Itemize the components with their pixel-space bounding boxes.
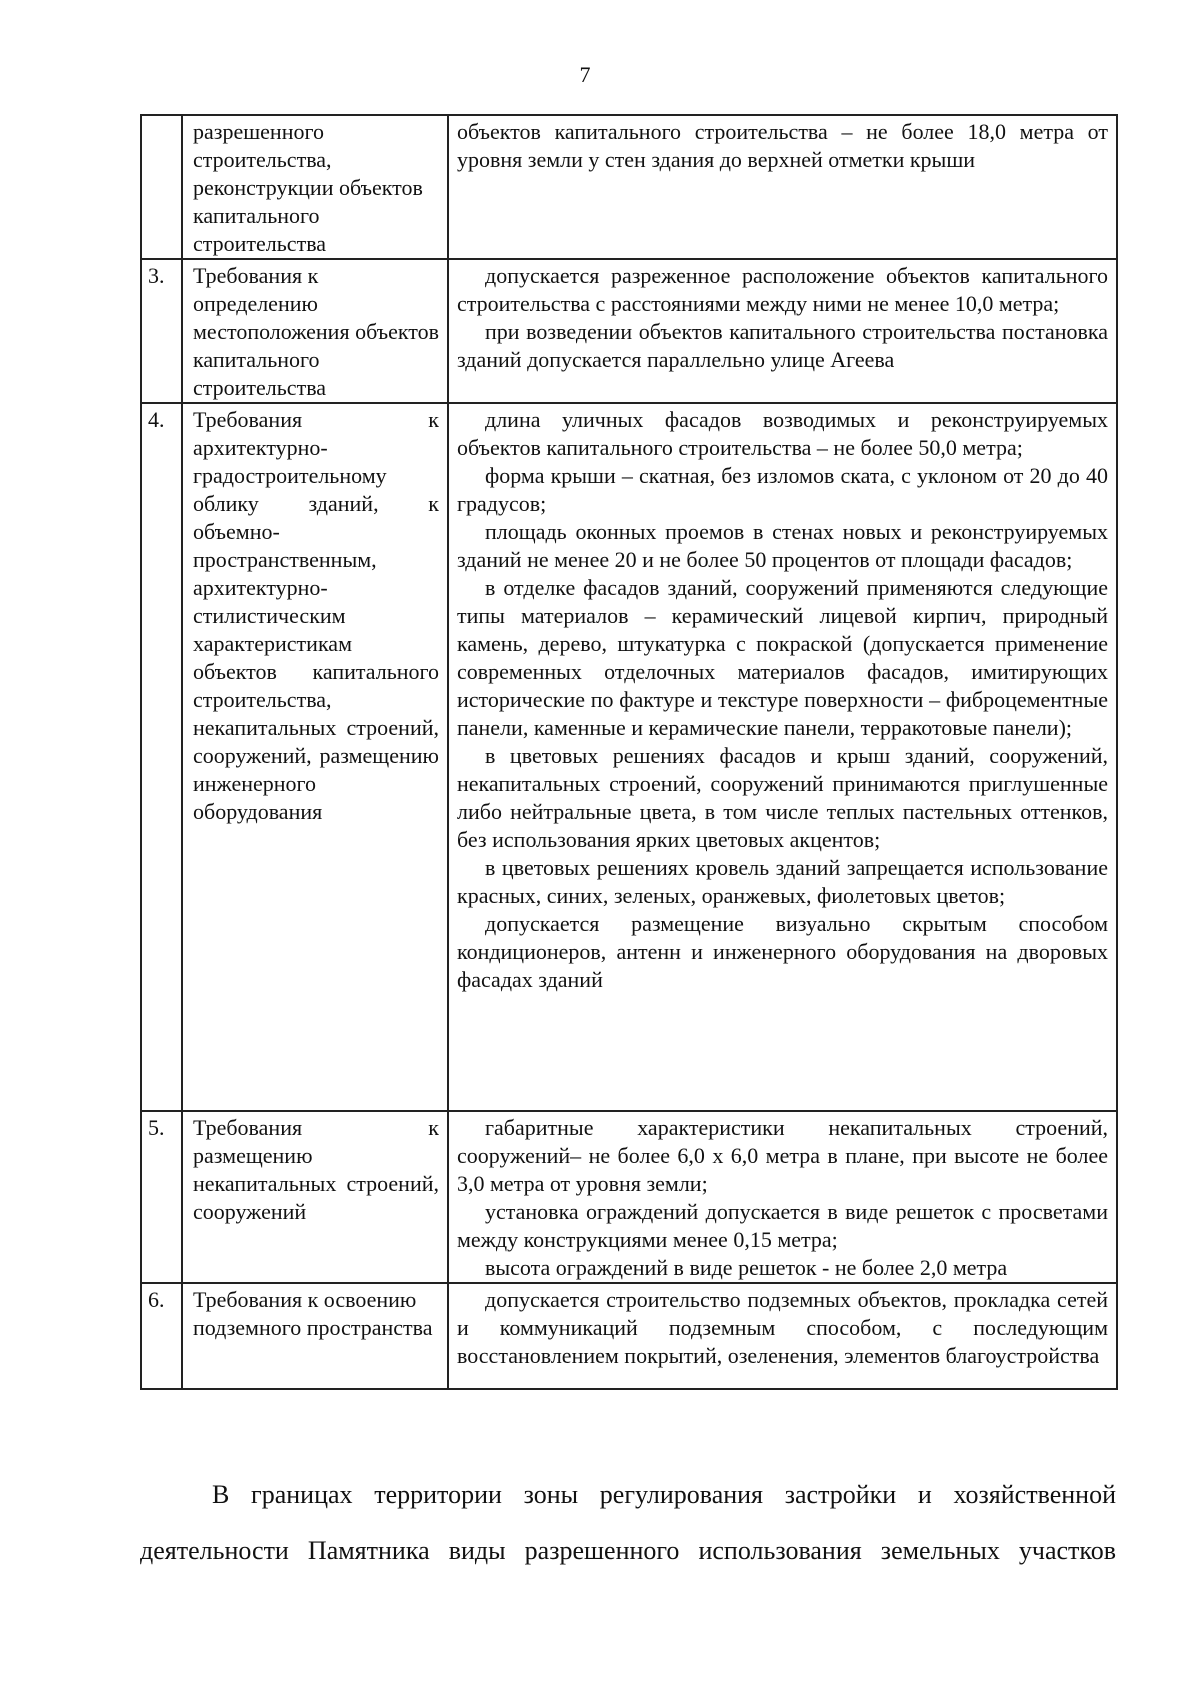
requirements-table-body <box>141 115 1117 1389</box>
row-number: 5. <box>141 1111 182 1283</box>
requirement-description-cell <box>448 115 1117 259</box>
requirement-name: Требования к освоению подземного пространства <box>193 1287 433 1340</box>
table-row <box>141 1111 1117 1283</box>
requirement-name-cell <box>182 403 448 1111</box>
requirement-name: Требования к архитектурно-градостроительному облику зданий, к объемно-пространственным, архитектурно-стилистическим характеристикам объектов капитального строительства, некапитальных строений, сооружений, размещению инженерного оборудования <box>193 407 439 824</box>
requirement-description-cell <box>448 1283 1117 1389</box>
table-row <box>141 259 1117 403</box>
requirement-name-cell <box>182 115 448 259</box>
requirement-description-cell <box>448 259 1117 403</box>
requirement-clause: площадь оконных проемов в стенах новых и реконструируемых зданий не менее 20 и не более 50 процентов от площади фасадов; <box>457 519 1108 572</box>
requirement-name-cell <box>182 1283 448 1389</box>
row-number <box>141 115 182 259</box>
table-row <box>141 403 1117 1111</box>
requirement-clause: длина уличных фасадов возводимых и реконструируемых объектов капитального строительства – не более 50,0 метра; <box>457 407 1108 460</box>
table-row <box>141 115 1117 259</box>
requirement-name-cell <box>182 1111 448 1283</box>
requirements-table <box>140 114 1118 1390</box>
page-number: 7 <box>579 62 591 87</box>
row-number: 6. <box>141 1283 182 1389</box>
requirement-clause: в цветовых решениях кровель зданий запрещается использование красных, синих, зеленых, оранжевых, фиолетовых цветов; <box>457 855 1108 908</box>
requirement-clause: габаритные характеристики некапитальных строений, сооружений– не более 6,0 х 6,0 метра в плане, при высоте не более 3,0 метра от уровня земли; <box>457 1115 1108 1196</box>
body-paragraph-line-2: деятельности Памятника виды разрешенного использования земельных участков <box>140 1536 1116 1565</box>
requirement-clause: при возведении объектов капитального строительства постановка зданий допускается параллельно улице Агеева <box>457 319 1108 372</box>
requirement-name: Требования к определению местоположения объектов капитального строительства <box>193 263 439 400</box>
row-number: 3. <box>141 259 182 403</box>
row-number: 4. <box>141 403 182 1111</box>
requirement-clause: форма крыши – скатная, без изломов ската, с уклоном от 20 до 40 градусов; <box>457 463 1108 516</box>
requirement-name: Требования к размещению некапитальных строений, сооружений <box>193 1115 439 1224</box>
table-row <box>141 1283 1117 1389</box>
requirement-clause: установка ограждений допускается в виде решеток с просветами между конструкциями менее 0,15 метра; <box>457 1199 1108 1252</box>
requirement-clause: в отделке фасадов зданий, сооружений применяются следующие типы материалов – керамический лицевой кирпич, природный камень, дерево, штукатурка с покраской (допускается применение современных отделочных материалов фасадов, имитирующих исторические по фактуре и текстуре поверхности – фиброцементные панели, каменные и керамические панели, терракотовые панели); <box>457 575 1108 740</box>
requirement-description-cell <box>448 1111 1117 1283</box>
requirement-description-cell <box>448 403 1117 1111</box>
requirement-clause: допускается строительство подземных объектов, прокладка сетей и коммуникаций подземным способом, с последующим восстановлением покрытий, озеленения, элементов благоустройства <box>457 1287 1108 1368</box>
requirement-clause: допускается размещение визуально скрытым способом кондиционеров, антенн и инженерного оборудования на дворовых фасадах зданий <box>457 911 1108 992</box>
requirement-clause: высота ограждений в виде решеток - не более 2,0 метра <box>485 1255 1008 1280</box>
requirement-clause: допускается разреженное расположение объектов капитального строительства с расстояниями между ними не менее 10,0 метра; <box>457 263 1108 316</box>
requirement-clause: в цветовых решениях фасадов и крыш зданий, сооружений, некапитальных строений, сооружений принимаются приглушенные либо нейтральные цвета, в том числе теплых пастельных оттенков, без использования ярких цветовых акцентов; <box>457 743 1108 852</box>
requirement-name: разрешенного строительства, реконструкции объектов капитального строительства <box>193 119 423 256</box>
requirement-name-cell <box>182 259 448 403</box>
body-paragraph-line-1: В границах территории зоны регулирования застройки и хозяйственной <box>212 1480 1116 1509</box>
requirement-clause: объектов капитального строительства – не более 18,0 метра от уровня земли у стен здания до верхней отметки крыши <box>457 119 1108 172</box>
